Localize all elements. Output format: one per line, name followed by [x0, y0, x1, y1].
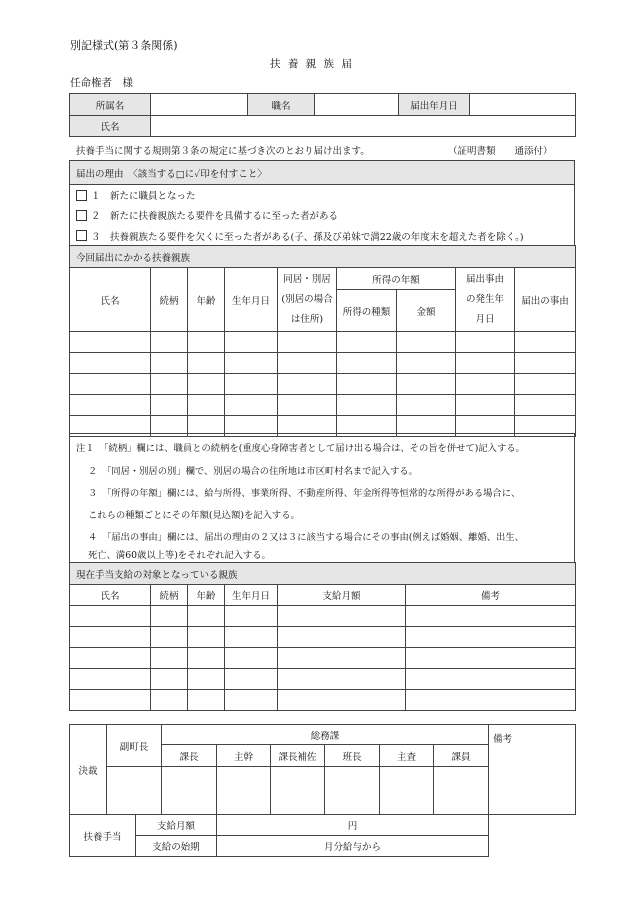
role-hancho: 班長: [325, 745, 380, 767]
table-row[interactable]: [70, 648, 576, 669]
dependents-header: 今回届出にかかる扶養親族: [70, 246, 576, 268]
reasons-header: 届出の理由 〈該当する□に✓印を付すこと〉: [70, 161, 574, 184]
col-age: 年齢: [188, 268, 225, 332]
name-field[interactable]: [151, 116, 576, 137]
col-event-date: 届出事由 の発生年 月日: [456, 268, 515, 332]
current-header: 現在手当支給の対象となっている親族: [70, 563, 576, 585]
approval-table: [69, 724, 576, 857]
decision-label: 決裁: [70, 725, 107, 815]
checkbox[interactable]: [76, 210, 87, 221]
notes-box: [69, 433, 575, 563]
col-income: 所得の年額: [337, 268, 456, 290]
seal-deputy-mayor[interactable]: [107, 767, 162, 815]
deputy-mayor-label: 副町長: [107, 725, 162, 767]
col-amount: 金額: [397, 290, 456, 332]
name-label: 氏名: [70, 116, 151, 137]
col-remarks: 備考: [406, 585, 576, 606]
table-row[interactable]: [70, 606, 576, 627]
table-row[interactable]: [70, 353, 576, 374]
note-2: ２ 「同居・別居の別」欄で、別居の場合の住所地は市区町村名まで記入する。: [88, 466, 418, 477]
col-age: 年齢: [188, 585, 225, 606]
checkbox[interactable]: [76, 230, 87, 241]
current-table: [69, 562, 576, 711]
col-reason: 届出の事由: [515, 268, 576, 332]
start-value: 月分給与から: [217, 836, 489, 857]
note-3: ３ 「所得の年額」欄には、給与所得、事業所得、不動産所得、年金所得等恒常的な所得がある場合に、: [88, 488, 521, 499]
note-3-cont: これらの種類ごとにその年額(見込額)を記入する。: [88, 510, 300, 521]
checkbox[interactable]: [76, 190, 87, 201]
seal-hancho[interactable]: [325, 767, 380, 815]
col-name: 氏名: [70, 268, 151, 332]
role-kain: 課員: [434, 745, 489, 767]
start-label: 支給の始期: [136, 836, 217, 857]
table-row[interactable]: [70, 332, 576, 353]
col-name: 氏名: [70, 585, 151, 606]
general-affairs-label: 総務課: [162, 725, 489, 745]
date-field[interactable]: [470, 94, 576, 116]
table-row[interactable]: [70, 669, 576, 690]
seal-kacho-hosa[interactable]: [271, 767, 325, 815]
form-label: 別記様式(第３条関係): [70, 39, 178, 52]
col-residence: 同居・別居 (別居の場合 は住所): [278, 268, 337, 332]
seal-kacho[interactable]: [162, 767, 217, 815]
dependents-table: [69, 245, 576, 437]
note-4: ４ 「届出の事由」欄には、届出の理由の２又は３に該当する場合にその事由(例えば婚姻、離婚、出生、: [88, 532, 524, 543]
col-relation: 続柄: [151, 268, 188, 332]
seal-kain[interactable]: [434, 767, 489, 815]
monthly-value: 円: [217, 815, 489, 836]
post-field[interactable]: [315, 94, 399, 116]
date-label: 届出年月日: [399, 94, 470, 116]
table-row[interactable]: [70, 395, 576, 416]
approval-remarks-label: 備考: [489, 725, 576, 815]
monthly-label: 支給月額: [136, 815, 217, 836]
note-1: 注１ 「続柄」欄には、職員との続柄を(重度心身障害者として届け出る場合は、その旨を併せて)記入する。: [76, 443, 525, 454]
dept-field[interactable]: [151, 94, 248, 116]
seal-shusa[interactable]: [380, 767, 434, 815]
page-title: 扶 養 親 族 届: [270, 58, 354, 70]
col-income-type: 所得の種類: [337, 290, 397, 332]
info-table: [69, 93, 576, 137]
role-kacho-hosa: 課長補佐: [271, 745, 325, 767]
reasons-box: [69, 160, 575, 246]
role-shukan: 主幹: [217, 745, 271, 767]
role-kacho: 課長: [162, 745, 217, 767]
statement-text: 扶養手当に関する規則第３条の規定に基づき次のとおり届け出ます。: [76, 146, 370, 157]
col-monthly: 支給月額: [278, 585, 406, 606]
col-birth: 生年月日: [225, 268, 278, 332]
table-row[interactable]: [70, 690, 576, 711]
cert-text: （証明書類 通添付）: [448, 146, 553, 157]
reason-item-2[interactable]: ２ 新たに扶養親族たる要件を具備するに至った者がある: [70, 205, 574, 225]
seal-shukan[interactable]: [217, 767, 271, 815]
col-birth: 生年月日: [225, 585, 278, 606]
table-row[interactable]: [70, 627, 576, 648]
reason-item-1[interactable]: １ 新たに職員となった: [70, 184, 574, 205]
recipient: 任命権者 様: [70, 77, 133, 89]
role-shusa: 主査: [380, 745, 434, 767]
table-row[interactable]: [70, 374, 576, 395]
dept-label: 所属名: [70, 94, 151, 116]
col-relation: 続柄: [151, 585, 188, 606]
post-label: 職名: [248, 94, 315, 116]
note-4-cont: 死亡、満60歳以上等)をそれぞれ記入する。: [88, 550, 271, 561]
reason-item-3[interactable]: ３ 扶養親族たる要件を欠くに至った者がある(子、孫及び弟妹で満22歳の年度末を超えた者を除く。): [70, 225, 574, 246]
allowance-label: 扶養手当: [70, 815, 136, 857]
